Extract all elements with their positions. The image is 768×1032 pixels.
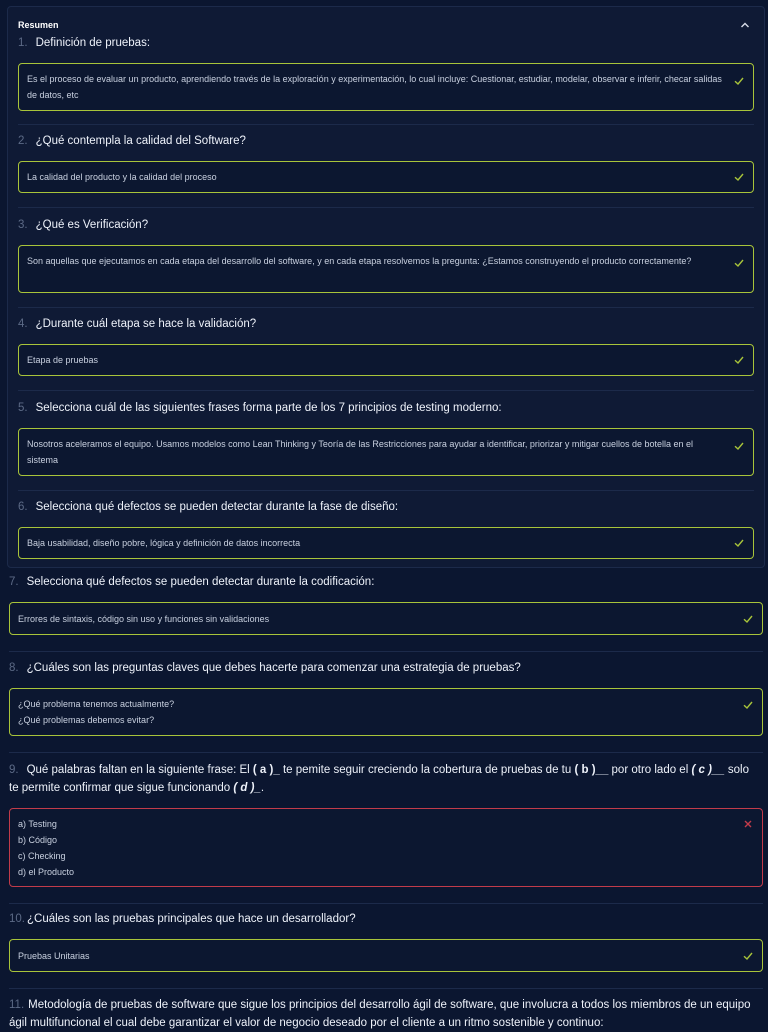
question-6-title: 6. Selecciona qué defectos se pueden detectar durante la fase de diseño: (18, 501, 399, 513)
answer-lines (18, 816, 732, 880)
answer-text: Nosotros aceleramos el equipo. Usamos modelos como Lean Thinking y Teoría de las Restricciones para ayudar a identificar, priorizar y mitigar cuellos de botella en el sistema (27, 439, 694, 465)
answer-text: Es el proceso de evaluar un producto, aprendiendo través de la exploración y experimentación, lo cual incluye: Cuestionar, estudiar, modelar, observar e inferir, checar salidas de datos, etc (27, 74, 722, 100)
chevron-up-icon[interactable] (740, 20, 750, 30)
check-icon (734, 76, 744, 86)
question-5-answer (18, 428, 754, 476)
divider (18, 490, 754, 491)
check-icon (734, 355, 744, 365)
check-icon (734, 441, 744, 451)
divider (18, 124, 754, 125)
question-8-title: 8. ¿Cuáles son las preguntas claves que debes hacerte para comenzar una estrategia de pruebas? (9, 662, 521, 674)
question-9-title: 9. Qué palabras faltan en la siguiente frase: El ( a )_ te pemite seguir creciendo la cobertura de pruebas de tu ( b )__ por otro lado el ( c )__ solo te permite confirmar que sigue funcionando ( d )_. (9, 764, 749, 794)
check-icon (743, 951, 753, 961)
divider (18, 307, 754, 308)
answer-text: Etapa de pruebas (27, 355, 99, 365)
panel-title: Resumen (18, 20, 59, 30)
question-2-answer (18, 161, 754, 193)
question-1-answer (18, 63, 754, 111)
question-10-title: 10. ¿Cuáles son las pruebas principales que hace un desarrollador? (9, 913, 356, 925)
divider (9, 988, 763, 989)
check-icon (734, 172, 744, 182)
divider (9, 903, 763, 904)
divider (9, 752, 763, 753)
question-11-title: 11. Metodología de pruebas de software que sigue los principios del desarrollo ágil de software, que involucra a todos los miembros de un equipo ágil multifuncional el cual debe garantizar el valor de negocio deseado por el cliente a un ritmo sostenible y continuo: (9, 999, 751, 1029)
question-8-answer (9, 688, 763, 736)
answer-text: Errores de sintaxis, código sin uso y funciones sin validaciones (18, 614, 270, 624)
question-1-title: 1. Definición de pruebas: (18, 37, 151, 49)
x-icon (743, 819, 753, 829)
question-7-title: 7. Selecciona qué defectos se pueden detectar durante la codificación: (9, 576, 375, 588)
question-2-title: 2. ¿Qué contempla la calidad del Software? (18, 135, 246, 147)
panel-header[interactable] (18, 17, 754, 33)
answer-text: Pruebas Unitarias (18, 951, 90, 961)
check-icon (734, 258, 744, 268)
answer-line: b) Código (18, 835, 58, 845)
check-icon (743, 614, 753, 624)
answer-lines (18, 696, 732, 728)
answer-line: a) Testing (18, 819, 57, 829)
question-5-title: 5. Selecciona cuál de las siguientes frases forma parte de los 7 principios de testing moderno: (18, 402, 502, 414)
answer-line: ¿Qué problema tenemos actualmente? (18, 699, 175, 709)
divider (18, 390, 754, 391)
check-icon (743, 700, 753, 710)
question-4-title: 4. ¿Durante cuál etapa se hace la validación? (18, 318, 257, 330)
question-6-answer (18, 527, 754, 559)
question-3-answer (18, 245, 754, 293)
check-icon (734, 538, 744, 548)
answer-line: c) Checking (18, 851, 66, 861)
divider (9, 651, 763, 652)
answer-text: Son aquellas que ejecutamos en cada etapa del desarrollo del software, y en cada etapa resolvemos la pregunta: ¿Estamos construyendo el producto correctamente? (27, 256, 692, 266)
question-9-answer (9, 808, 763, 887)
question-7-answer (9, 602, 763, 635)
question-3-title: 3. ¿Qué es Verificación? (18, 219, 149, 231)
summary-panel (7, 6, 765, 568)
answer-line: ¿Qué problemas debemos evitar? (18, 715, 155, 725)
question-4-answer (18, 344, 754, 376)
divider (18, 207, 754, 208)
answer-text: Baja usabilidad, diseño pobre, lógica y definición de datos incorrecta (27, 538, 301, 548)
question-10-answer (9, 939, 763, 972)
answer-text: La calidad del producto y la calidad del proceso (27, 172, 217, 182)
answer-line: d) el Producto (18, 867, 75, 877)
